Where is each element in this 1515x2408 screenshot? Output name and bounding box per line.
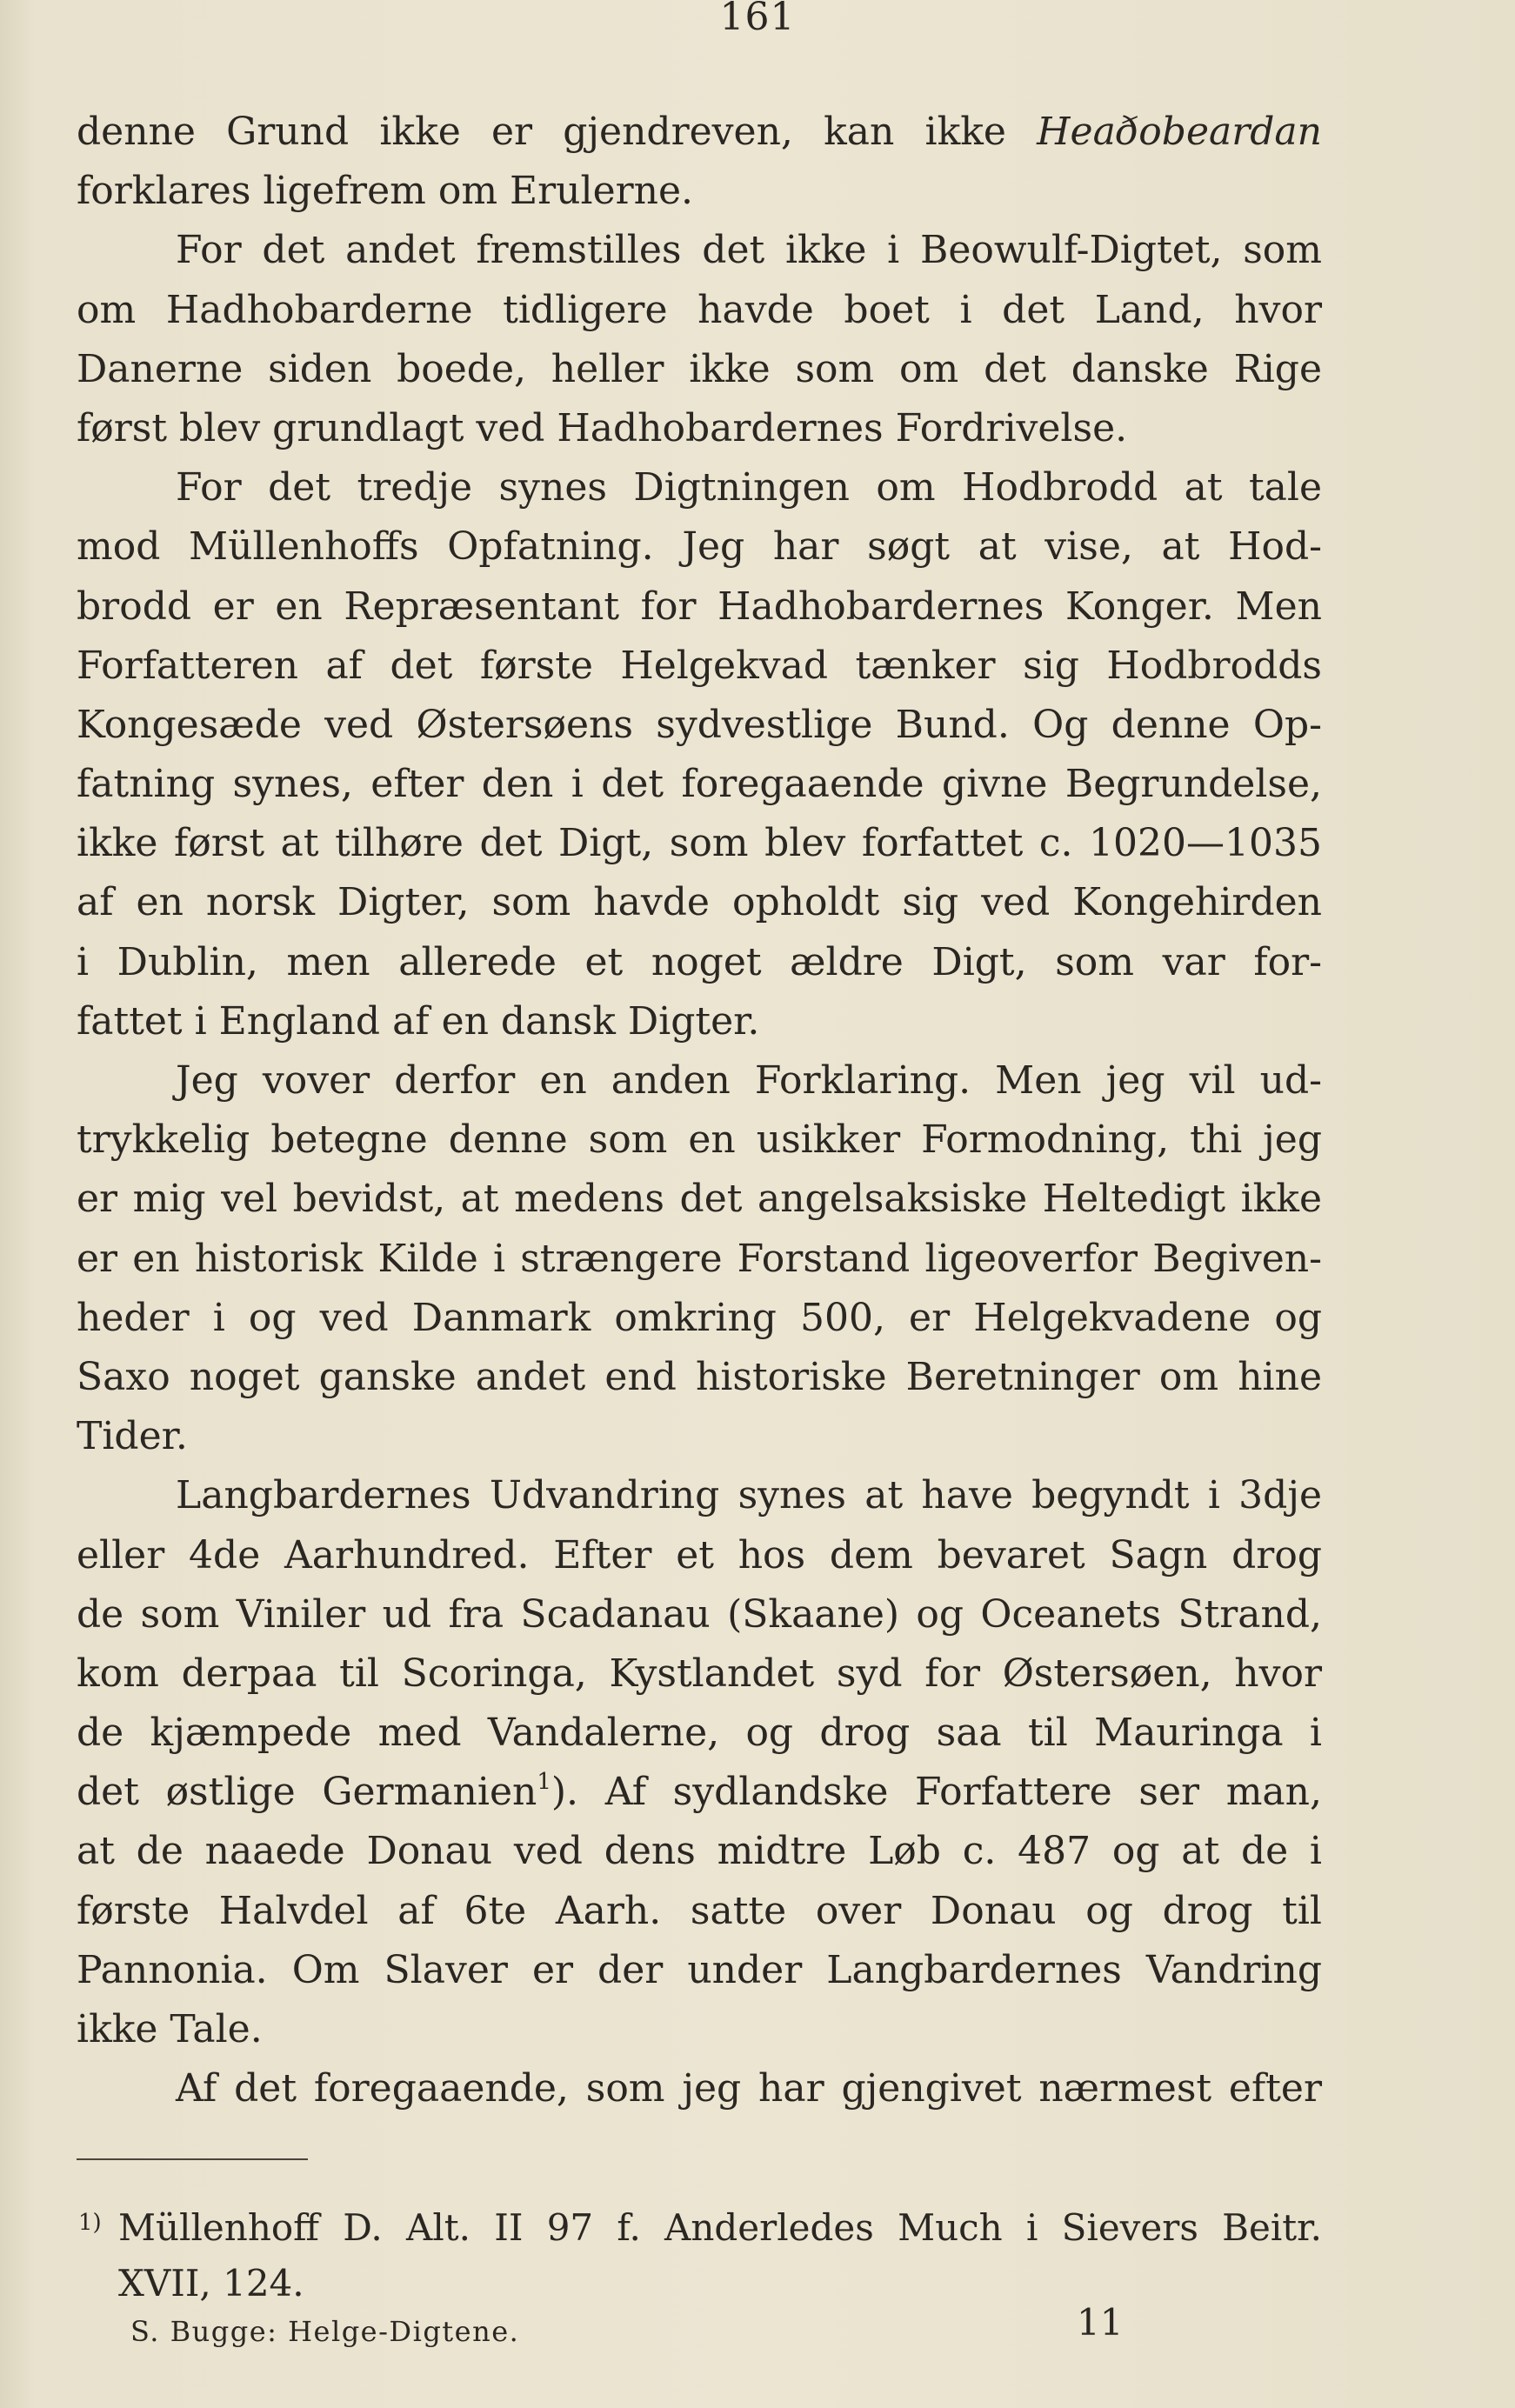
text-line: først blev grundlagt ved Hadhobardernes Fordrivelse. [77, 405, 1128, 450]
text-line: Langbardernes Udvandring synes at have begyndt i 3dje [176, 1473, 1322, 1518]
text-line: af en norsk Digter, som havde opholdt sig ved Kongehirden [77, 880, 1322, 925]
text-line: er en historisk Kilde i strængere Forstand ligeoverfor Begiven- [77, 1236, 1322, 1281]
text-line: Saxo noget ganske andet end historiske Beretninger om hine [77, 1354, 1322, 1399]
text-line: Pannonia. Om Slaver er der under Langbardernes Vandring [77, 1947, 1322, 1992]
text-line: For det andet fremstilles det ikke i Beowulf-Digtet, som [176, 228, 1322, 273]
footnote-divider [77, 2158, 308, 2160]
footnote-marker: 1) [78, 2210, 102, 2236]
italic-term: Heaðobeardan [1037, 110, 1322, 154]
text-line: Af det foregaaende, som jeg har gjengivet nærmest efter [176, 2066, 1322, 2111]
sheet-number: 11 [1077, 2301, 1124, 2344]
text-line: eller 4de Aarhundred. Efter et hos dem bevaret Sagn drog [77, 1532, 1322, 1578]
text-line: trykkelig betegne denne som en usikker Formodning, thi jeg [77, 1117, 1322, 1163]
text-line: Kongesæde ved Østersøens sydvestlige Bund. Og denne Op- [77, 702, 1322, 747]
text-line: mod Müllenhoffs Opfatning. Jeg har søgt at vise, at Hod- [77, 524, 1322, 570]
text-line: denne Grund ikke er gjendreven, kan ikke Heaðobeardan [77, 110, 1322, 154]
text-line: er mig vel bevidst, at medens det angelsaksiske Heltedigt ikke [77, 1177, 1322, 1222]
text-line: Danerne siden boede, heller ikke som om det danske Rige [77, 346, 1322, 391]
text-line: fatning synes, efter den i det foregaaende givne Begrundelse, [77, 762, 1322, 807]
text-line: at de naaede Donau ved dens midtre Løb c. 487 og at de i [77, 1829, 1322, 1874]
text-line: i Dublin, men allerede et noget ældre Digt, som var for- [77, 939, 1322, 984]
text-line: fattet i England af en dansk Digter. [77, 998, 760, 1044]
text-line: de kjæmpede med Vandalerne, og drog saa til Mauringa i [77, 1711, 1322, 1756]
footnote-ref[interactable]: 1 [537, 1769, 551, 1796]
text-line: ikke Tale. [77, 2007, 263, 2051]
text-line: forklares ligefrem om Erulerne. [77, 169, 694, 214]
footnote-line: XVII, 124. [118, 2262, 304, 2305]
text-line: første Halvdel af 6te Aarh. satte over Donau og drog til [77, 1888, 1322, 1933]
body-text [77, 103, 1322, 2118]
text-line: For det tredje synes Digtningen om Hodbrodd at tale [176, 465, 1322, 510]
text-line: det østlige Germanien$^1$). Af sydlandske Forfattere ser man, [77, 1769, 1322, 1815]
text-line: heder i og ved Danmark omkring 500, er Helgekvadene og [77, 1295, 1322, 1340]
text-line: de som Viniler ud fra Scadanau (Skaane) og Oceanets Strand, [77, 1591, 1322, 1637]
text-line: om Hadhobarderne tidligere havde boet i det Land, hvor [77, 287, 1322, 332]
text-line: ikke først at tilhøre det Digt, som blev forfattet c. 1020—1035 [77, 821, 1322, 866]
footnote-line: Müllenhoff D. Alt. II 97 f. Anderledes Much i Sievers Beitr. [118, 2206, 1322, 2249]
text-line: brodd er en Repræsentant for Hadhobardernes Konger. Men [77, 584, 1322, 629]
text-line: kom derpaa til Scoringa, Kystlandet syd for Østersøen, hvor [77, 1651, 1322, 1696]
page-number: 161 [719, 0, 796, 39]
signature-line: S. Bugge: Helge-Digtene. [130, 2315, 520, 2348]
text-line: Tider. [77, 1414, 188, 1459]
text-line: Forfatteren af det første Helgekvad tænker sig Hodbrodds [77, 643, 1322, 688]
footnote [78, 2200, 1322, 2311]
text-line: Jeg vover derfor en anden Forklaring. Men jeg vil ud- [176, 1058, 1322, 1103]
